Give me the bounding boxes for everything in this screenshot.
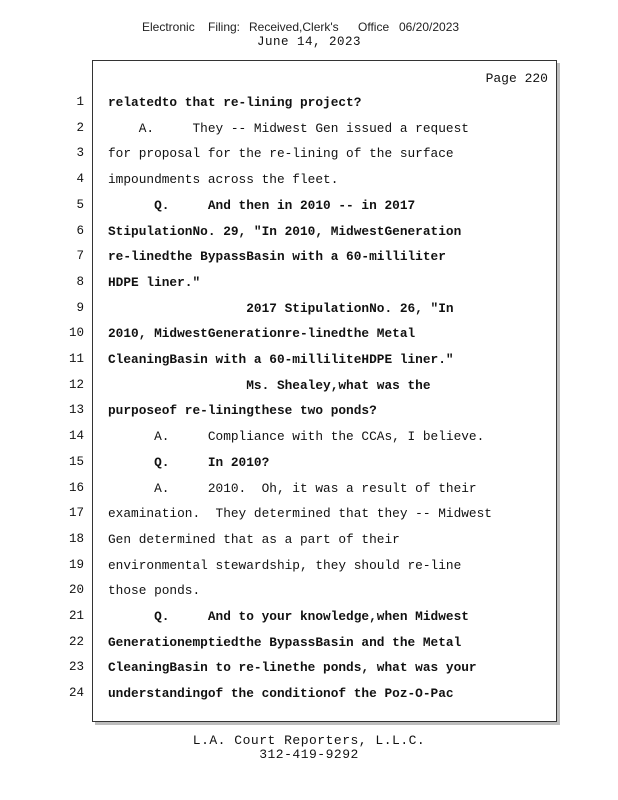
transcript-line: purposeof re-liningthese two ponds? (108, 403, 377, 419)
stamp-filing: Filing: (208, 20, 241, 34)
stamp-electronic: Electronic (142, 20, 195, 34)
transcript-line: Generationemptiedthe BypassBasin and the Metal (108, 634, 462, 650)
stamp-received: Received,Clerk's (249, 20, 339, 34)
transcript-line: A. They -- Midwest Gen issued a request (108, 120, 469, 136)
line-number: 2 (76, 120, 84, 135)
page-number: Page 220 (485, 71, 548, 86)
line-number: 3 (76, 146, 84, 161)
transcript-line: StipulationNo. 29, "In 2010, MidwestGeneration (108, 223, 462, 239)
line-number: 8 (76, 274, 84, 289)
line-number: 5 (76, 197, 84, 212)
line-number: 17 (68, 506, 84, 521)
transcript-line: Ms. Shealey,what was the (108, 377, 431, 393)
line-number: 22 (68, 634, 84, 649)
line-number: 21 (68, 609, 84, 623)
transcript-line: CleaningBasin with a 60-milliliteHDPE liner." (108, 352, 454, 367)
transcript-line: Q. In 2010? (108, 454, 270, 470)
line-number: 13 (68, 403, 84, 418)
transcript-line: those ponds. (108, 583, 201, 599)
stamp-filed-date: 06/20/2023 (399, 20, 460, 34)
line-number: 11 (68, 352, 84, 366)
transcript-line: for proposal for the re-lining of the surface (108, 146, 454, 162)
transcript-line: Gen determined that as a part of their (108, 531, 400, 547)
line-number: 15 (68, 454, 84, 469)
line-number: 1 (76, 95, 84, 109)
electronic-filing-stamp (0, 20, 618, 36)
transcript-line: examination. They determined that they -- Midwest (108, 506, 492, 522)
line-number: 16 (68, 480, 84, 495)
line-number: 10 (68, 326, 84, 341)
transcript-line: Q. And then in 2010 -- in 2017 (108, 197, 416, 213)
line-number: 24 (68, 686, 84, 701)
transcript-line: HDPE liner." (108, 274, 201, 290)
transcript-line: A. 2010. Oh, it was a result of their (108, 480, 477, 496)
transcript-line: environmental stewardship, they should re-line (108, 557, 462, 573)
transcript-line: re-linedthe BypassBasin with a 60-milliliter (108, 249, 446, 265)
line-number: 19 (68, 557, 84, 572)
transcript-line: 2010, MidwestGenerationre-linedthe Metal (108, 326, 416, 342)
line-number: 12 (68, 377, 84, 392)
footer-phone: 312-419-9292 (259, 747, 359, 762)
transcript-line: A. Compliance with the CCAs, I believe. (108, 429, 485, 445)
transcript-line: understandingof the conditionof the Poz-O-Pac (108, 686, 454, 702)
line-number: 23 (68, 660, 84, 675)
transcript-line: CleaningBasin to re-linethe ponds, what was your (108, 660, 477, 676)
line-number: 4 (76, 172, 84, 187)
transcript-line: relatedto that re-lining project? (108, 95, 362, 110)
hearing-date: June 14, 2023 (256, 35, 362, 49)
line-number: 14 (68, 429, 84, 444)
line-number: 9 (76, 300, 84, 315)
line-number: 20 (68, 583, 84, 598)
transcript-line: impoundments across the fleet. (108, 172, 339, 188)
line-number: 6 (76, 223, 84, 238)
line-number: 7 (76, 249, 84, 264)
stamp-office: Office (358, 20, 390, 34)
transcript-line: 2017 StipulationNo. 26, "In (108, 300, 454, 316)
footer-company: L.A. Court Reporters, L.L.C. (192, 733, 426, 748)
transcript-line: Q. And to your knowledge,when Midwest (108, 609, 469, 624)
line-number: 18 (68, 531, 84, 546)
